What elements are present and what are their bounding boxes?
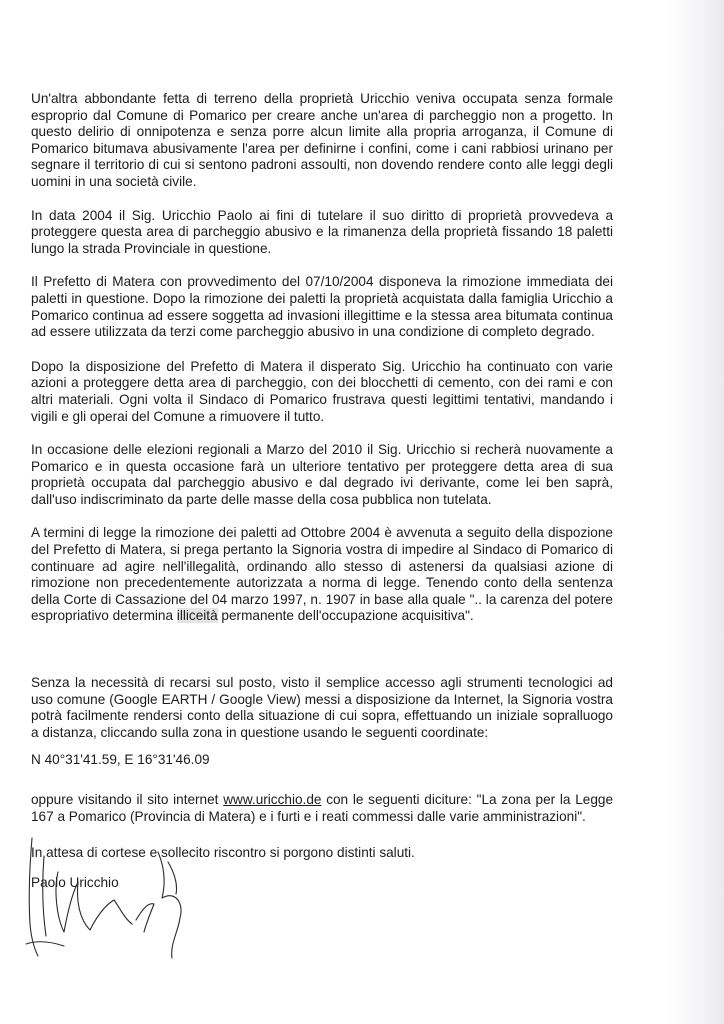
legal-request-end: permanente dell'occupazione acquisitiva". (221, 608, 474, 624)
paragraph-elections-2010: In occasione delle elezioni regionali a Marzo del 2010 il Sig. Uricchio si recherà nuovamente a Pomarico e in questa occasione farà un ulteriore tentativo per proteggere detta area di sua proprietà occupata dal parcheggio abusivo e dal degrado ivi derivante, come lei ben saprà, dall'uso indiscriminato da parte delle masse della cosa pubblica non tutelata. (31, 442, 613, 507)
letter-body (31, 91, 613, 891)
legal-request-text: A termini di legge la rimozione dei paletti ad Ottobre 2004 è avvenuta a seguito della dispozione del Prefetto di Matera, si prega pertanto la Signoria vostra di impedire al Sindaco di Pomarico di continuare ad agire nell'illegalità, ordinando allo stesso di astenersi da qualsiasi azione di rimozione non precedentemente autorizzata a norma di legge. Tenendo conto della sentenza della Corte di Cassazione del 04 marzo 1997, n. 1907 in base alla quale ".. la carenza del potere espropriativo determina (31, 525, 613, 624)
website-link[interactable]: www.uricchio.de (223, 792, 322, 807)
closing-salutation: In attesa di cortese e sollecito riscontro si porgono distinti saluti. (31, 845, 415, 861)
website-text-end: con le seguenti diciture: "La zona per la Legge 167 a Pomarico (Provincia di Matera) e i furti e i reati commessi dalle varie amministrazioni". (31, 792, 614, 824)
website-text-start: oppure visitando il sito internet (31, 792, 219, 807)
paragraph-remote-inspection: Senza la necessità di recarsi sul posto, visto il semplice accesso agli strumenti tecnologici ad uso comune (Google EARTH / Google View) messi a disposizione da Internet, la Signoria vostra potrà facilmente rendersi conto della situazione di cui sopra, effettuando un iniziale sopralluogo a distanza, cliccando sulla zona in questione usando le seguenti coordinate: (31, 675, 613, 740)
paragraph-protection-attempts: Dopo la disposizione del Prefetto di Matera il disperato Sig. Uricchio ha continuato con varie azioni a proteggere detta area di parcheggio, con dei blocchetti di cemento, con dei rami e con altri materiali. Ogni volta il Sindaco di Pomarico frustrava questi legittimi tentativi, mandando i vigili e gli operai del Comune a rimuovere il tutto. (31, 358, 613, 424)
signatory-name: Paolo Uricchio (31, 874, 119, 890)
paragraph-poles-2004: In data 2004 il Sig. Uricchio Paolo ai fini di tutelare il suo diritto di proprietà provvedeva a proteggere questa area di parcheggio abusivo e la rimanenza della proprietà fissando 18 paletti lungo la strada Provinciale in questione. (31, 207, 613, 256)
paragraph-legal-request (31, 525, 613, 625)
coordinates: N 40°31'41.59, E 16°31'46.09 (31, 752, 210, 768)
paragraph-occupation: Un'altra abbondante fetta di terreno della proprietà Uricchio veniva occupata senza formale esproprio dal Comune di Pomarico per creare anche un'area di parcheggio non a progetto. In questo delirio di onnipotenza e senza porre alcun limite alla propria arroganza, il Comune di Pomarico bitumava abusivamente l'area per definirne i confini, come i cani rabbiosi urinano per segnare il territorio di cui si sentono padroni assoulti, non dovendo rendere conto alle leggi degli uomini in una società civile. (31, 91, 613, 189)
paragraph-prefect-order: Il Prefetto di Matera con provvedimento del 07/10/2004 disponeva la rimozione immediata dei paletti in questione. Dopo la rimozione dei paletti la proprietà acquistata dalla famiglia Uricchio a Pomarico continua ad essere soggetta ad invasioni illegittime e la stessa area bitumata continua ad essere utilizzata da terzi come parcheggio abusivo in una condizione di completo degrado. (31, 274, 613, 340)
paragraph-website (31, 792, 613, 825)
highlighted-word: illiceità (176, 608, 218, 624)
